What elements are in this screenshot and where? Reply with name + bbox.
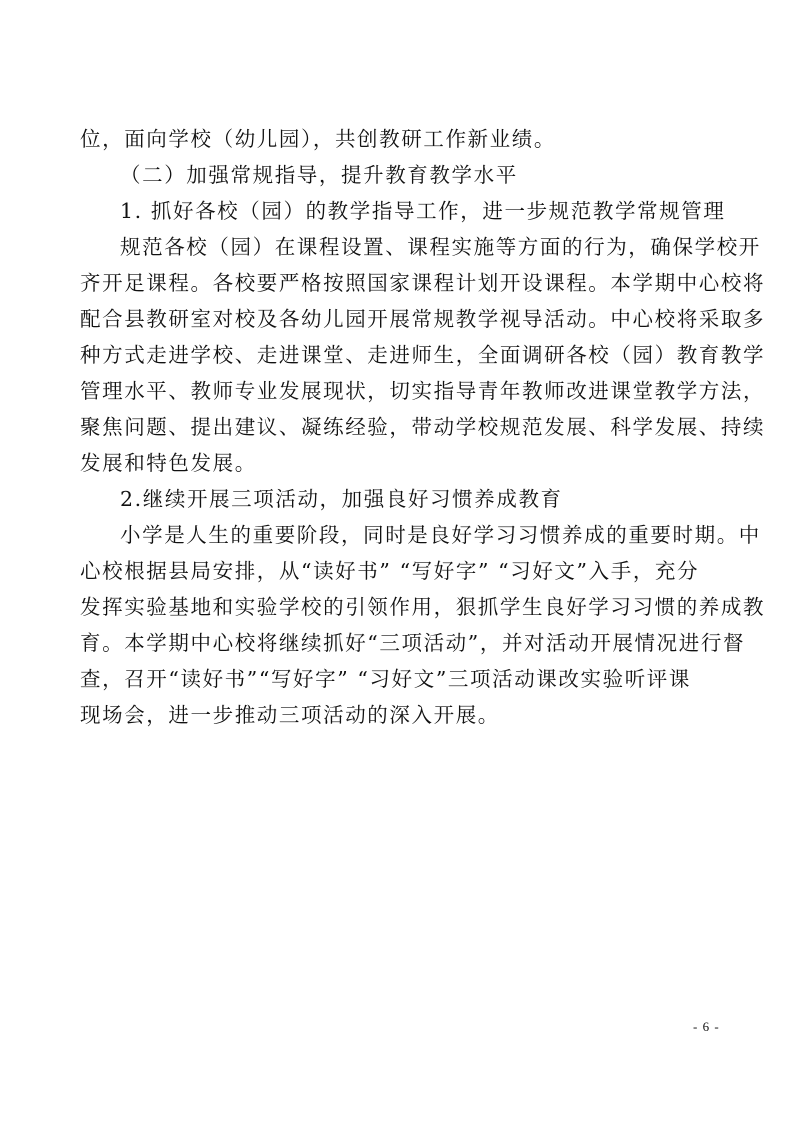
- paragraph-line: 育。本学期中心校将继续抓好“三项活动”，并对活动开展情况进行督: [80, 631, 746, 655]
- paragraph-line: 配合县教研室对校及各幼儿园开展常规教学视导活动。中心校将采取多: [80, 307, 766, 331]
- paragraph-line: 小学是人生的重要阶段，同时是良好学习习惯养成的重要时期。中: [120, 523, 761, 547]
- page-number: - 6 -: [693, 1019, 720, 1034]
- paragraph-line: 发展和特色发展。: [80, 451, 257, 475]
- paragraph-line: 现场会，进一步推动三项活动的深入开展。: [80, 703, 500, 727]
- subsection-heading: 1. 抓好各校（园）的教学指导工作，进一步规范教学常规管理: [120, 199, 726, 223]
- paragraph-line: 查，召开“读好书”“写好字” “习好文”三项活动课改实验听评课: [80, 667, 691, 691]
- paragraph-line: 种方式走进学校、走进课堂、走进师生，全面调研各校（园）教育教学: [80, 343, 766, 367]
- paragraph-line: 发挥实验基地和实验学校的引领作用，狠抓学生良好学习习惯的养成教: [80, 595, 766, 619]
- subsection-heading: 2.继续开展三项活动，加强良好习惯养成教育: [120, 487, 563, 511]
- document-body: [80, 121, 766, 733]
- paragraph-line: 规范各校（园）在课程设置、课程实施等方面的行为，确保学校开: [120, 235, 761, 259]
- section-heading: （二）加强常规指导，提升教育教学水平: [120, 163, 518, 187]
- paragraph-line: 聚焦问题、提出建议、凝练经验，带动学校规范发展、科学发展、持续: [80, 415, 766, 439]
- paragraph-line: 齐开足课程。各校要严格按照国家课程计划开设课程。本学期中心校将: [80, 271, 766, 295]
- paragraph-line: 位，面向学校（幼儿园），共创教研工作新业绩。: [80, 127, 556, 151]
- paragraph-line: 管理水平、教师专业发展现状，切实指导青年教师改进课堂教学方法，: [80, 379, 766, 403]
- paragraph-line: 心校根据县局安排，从“读好书” “写好字” “习好文”入手，充分: [80, 559, 700, 583]
